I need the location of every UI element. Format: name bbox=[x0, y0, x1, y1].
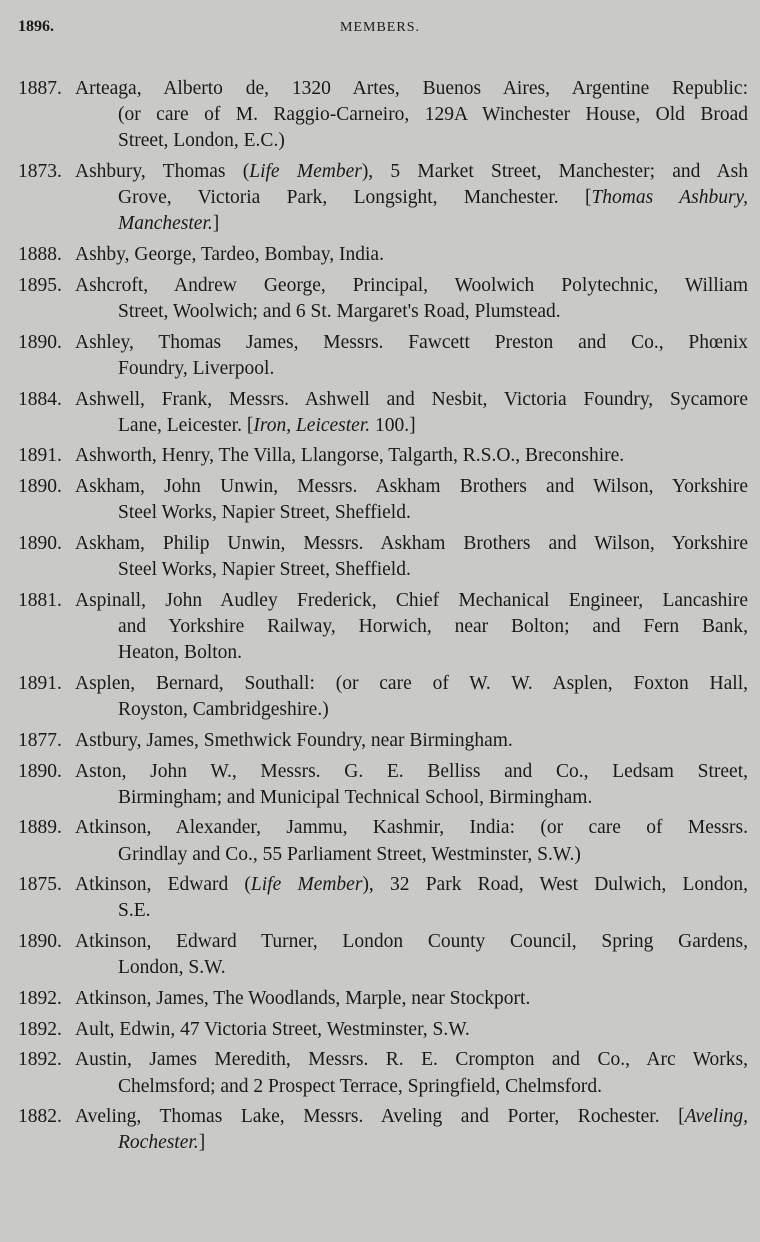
entry-text: Steel Works, Napier Street, Sheffield. bbox=[118, 502, 411, 524]
entry-text: Grindlay and Co., 55 Parliament Street, Westminster, S.W.) bbox=[118, 843, 581, 865]
election-year: 1890. bbox=[18, 331, 62, 353]
entry-text: and Yorkshire Railway, Horwich, near Bolton; and Fern Bank, bbox=[118, 616, 748, 638]
members-list bbox=[18, 76, 748, 1161]
election-year: 1877. bbox=[18, 729, 62, 751]
entry-line bbox=[75, 387, 748, 413]
member-entry bbox=[18, 986, 748, 1012]
member-entry bbox=[18, 671, 748, 723]
entry-line bbox=[118, 185, 748, 211]
entry-line bbox=[75, 588, 748, 614]
entry-line bbox=[75, 330, 748, 356]
entry-text: London, S.W. bbox=[118, 957, 226, 979]
entry-text: Chelmsford; and 2 Prospect Terrace, Springfield, Chelmsford. bbox=[118, 1075, 603, 1097]
entry-text: Lane, Leicester. [ bbox=[118, 414, 254, 436]
election-year: 1889. bbox=[18, 817, 62, 839]
running-title: MEMBERS. bbox=[340, 20, 420, 35]
entry-text: ), 5 Market Street, Manchester; and Ash bbox=[361, 161, 748, 183]
entry-text: Atkinson, Edward ( bbox=[75, 874, 251, 896]
entry-text: Birmingham; and Municipal Technical School, Birmingham. bbox=[118, 786, 593, 808]
entry-text: Street, Woolwich; and 6 St. Margaret's Road, Plumstead. bbox=[118, 301, 561, 322]
election-year: 1875. bbox=[18, 874, 62, 896]
entry-line bbox=[118, 102, 748, 128]
entry-text: Askham, John Unwin, Messrs. Askham Brothers and Wilson, Yorkshire bbox=[75, 476, 748, 498]
election-year: 1887. bbox=[18, 78, 62, 99]
entry-line bbox=[118, 1074, 748, 1100]
italic-text: Aveling, bbox=[684, 1106, 748, 1128]
entry-line bbox=[118, 640, 748, 666]
member-entry bbox=[18, 1017, 748, 1043]
entry-text: Street, London, E.C.) bbox=[118, 130, 285, 152]
entry-text: Ault, Edwin, 47 Victoria Street, Westminster, S.W. bbox=[75, 1018, 470, 1040]
entry-text: Grove, Victoria Park, Longsight, Manchester. [ bbox=[118, 187, 592, 209]
entry-text: Atkinson, James, The Woodlands, Marple, near Stockport. bbox=[75, 988, 531, 1009]
entry-text: Arteaga, Alberto de, 1320 Artes, Buenos Aires, Argentine Republic: bbox=[75, 78, 748, 99]
election-year: 1882. bbox=[18, 1106, 62, 1128]
entry-line bbox=[75, 1047, 748, 1073]
entry-line bbox=[75, 273, 748, 299]
entry-text: Ashbury, Thomas ( bbox=[75, 161, 250, 183]
italic-text: Life Member bbox=[249, 161, 362, 183]
entry-line bbox=[75, 872, 748, 898]
entry-line bbox=[118, 413, 748, 439]
member-entry bbox=[18, 728, 748, 754]
entry-line bbox=[75, 759, 748, 785]
member-entry bbox=[18, 76, 748, 155]
entry-text: Foundry, Liverpool. bbox=[118, 357, 275, 379]
entry-line bbox=[118, 697, 748, 723]
member-entry bbox=[18, 474, 748, 526]
member-entry bbox=[18, 872, 748, 924]
entry-text: ] bbox=[212, 213, 220, 235]
member-entry bbox=[18, 242, 748, 268]
member-entry bbox=[18, 1047, 748, 1099]
entry-line bbox=[118, 557, 748, 583]
entry-text: 100.] bbox=[370, 414, 416, 436]
entry-text: Aspinall, John Audley Frederick, Chief Mechanical Engineer, Lancashire bbox=[75, 589, 748, 611]
member-entry bbox=[18, 759, 748, 811]
entry-text: Atkinson, Edward Turner, London County Council, Spring Gardens, bbox=[75, 931, 748, 953]
election-year: 1890. bbox=[18, 476, 62, 498]
entry-line bbox=[118, 299, 748, 325]
entry-line bbox=[118, 356, 748, 382]
election-year: 1895. bbox=[18, 274, 62, 296]
member-entry bbox=[18, 531, 748, 583]
election-year: 1890. bbox=[18, 931, 62, 953]
entry-text: Asplen, Bernard, Southall: (or care of W. W. Asplen, Foxton Hall, bbox=[75, 672, 748, 694]
election-year: 1884. bbox=[18, 388, 62, 410]
election-year: 1892. bbox=[18, 1049, 62, 1071]
entry-text: Aveling, Thomas Lake, Messrs. Aveling and Porter, Rochester. [ bbox=[75, 1106, 685, 1128]
entry-text: Ashwell, Frank, Messrs. Ashwell and Nesbit, Victoria Foundry, Sycamore bbox=[75, 388, 748, 410]
entry-text: Askham, Philip Unwin, Messrs. Askham Brothers and Wilson, Yorkshire bbox=[75, 533, 748, 554]
election-year: 1892. bbox=[18, 988, 62, 1009]
election-year: 1890. bbox=[18, 760, 62, 782]
entry-text: Ashby, George, Tardeo, Bombay, India. bbox=[75, 244, 384, 266]
entry-line bbox=[75, 76, 748, 102]
entry-text: Heaton, Bolton. bbox=[118, 642, 243, 664]
entry-text: Steel Works, Napier Street, Sheffield. bbox=[118, 559, 411, 581]
entry-line bbox=[118, 211, 748, 237]
italic-text: Manchester. bbox=[118, 213, 213, 235]
election-year: 1873. bbox=[18, 161, 62, 183]
member-entry bbox=[18, 159, 748, 238]
entry-line bbox=[118, 785, 748, 811]
entry-text: Aston, John W., Messrs. G. E. Belliss and Co., Ledsam Street, bbox=[75, 760, 748, 782]
entry-text: Austin, James Meredith, Messrs. R. E. Crompton and Co., Arc Works, bbox=[75, 1049, 748, 1071]
election-year: 1892. bbox=[18, 1018, 62, 1040]
entry-line bbox=[118, 955, 748, 981]
italic-text: Thomas Ashbury, bbox=[591, 187, 748, 209]
election-year: 1891. bbox=[18, 672, 62, 694]
entry-line bbox=[75, 671, 748, 697]
entry-text: Astbury, James, Smethwick Foundry, near Birmingham. bbox=[75, 729, 513, 751]
entry-line bbox=[118, 1130, 748, 1156]
page-number: 1896. bbox=[18, 18, 54, 35]
member-entry bbox=[18, 273, 748, 325]
entry-line bbox=[118, 842, 748, 868]
member-entry bbox=[18, 330, 748, 382]
entry-line bbox=[75, 531, 748, 557]
entry-line bbox=[118, 898, 748, 924]
entry-line bbox=[75, 815, 748, 841]
entry-line bbox=[75, 443, 748, 469]
entry-line bbox=[75, 1017, 748, 1043]
entry-line bbox=[75, 159, 748, 185]
member-entry bbox=[18, 387, 748, 439]
italic-text: Rochester. bbox=[118, 1132, 199, 1154]
entry-line bbox=[75, 728, 748, 754]
election-year: 1890. bbox=[18, 533, 62, 554]
entry-line bbox=[118, 614, 748, 640]
member-entry bbox=[18, 815, 748, 867]
member-entry bbox=[18, 443, 748, 469]
entry-line bbox=[118, 500, 748, 526]
entry-line bbox=[75, 474, 748, 500]
election-year: 1888. bbox=[18, 244, 62, 266]
entry-line bbox=[75, 986, 748, 1012]
entry-text: S.E. bbox=[118, 900, 151, 922]
page-header bbox=[18, 18, 742, 42]
italic-text: Life Member bbox=[250, 874, 363, 896]
italic-text: Iron, Leicester. bbox=[253, 414, 371, 436]
entry-text: ), 32 Park Road, West Dulwich, London, bbox=[362, 874, 748, 896]
entry-text: Ashcroft, Andrew George, Principal, Woolwich Polytechnic, William bbox=[75, 274, 748, 296]
election-year: 1891. bbox=[18, 445, 62, 467]
entry-text: Ashworth, Henry, The Villa, Llangorse, Talgarth, R.S.O., Breconshire. bbox=[75, 445, 625, 467]
entry-text: ] bbox=[198, 1132, 206, 1154]
entry-text: (or care of M. Raggio-Carneiro, 129A Winchester House, Old Broad bbox=[118, 104, 748, 126]
entry-line bbox=[75, 929, 748, 955]
entry-line bbox=[75, 1104, 748, 1130]
member-entry bbox=[18, 588, 748, 667]
entry-text: Royston, Cambridgeshire.) bbox=[118, 699, 329, 721]
entry-line bbox=[75, 242, 748, 268]
member-entry bbox=[18, 929, 748, 981]
member-entry bbox=[18, 1104, 748, 1156]
entry-line bbox=[118, 128, 748, 154]
entry-text: Atkinson, Alexander, Jammu, Kashmir, India: (or care of Messrs. bbox=[75, 817, 748, 839]
election-year: 1881. bbox=[18, 589, 62, 611]
entry-text: Ashley, Thomas James, Messrs. Fawcett Preston and Co., Phœnix bbox=[75, 331, 748, 353]
